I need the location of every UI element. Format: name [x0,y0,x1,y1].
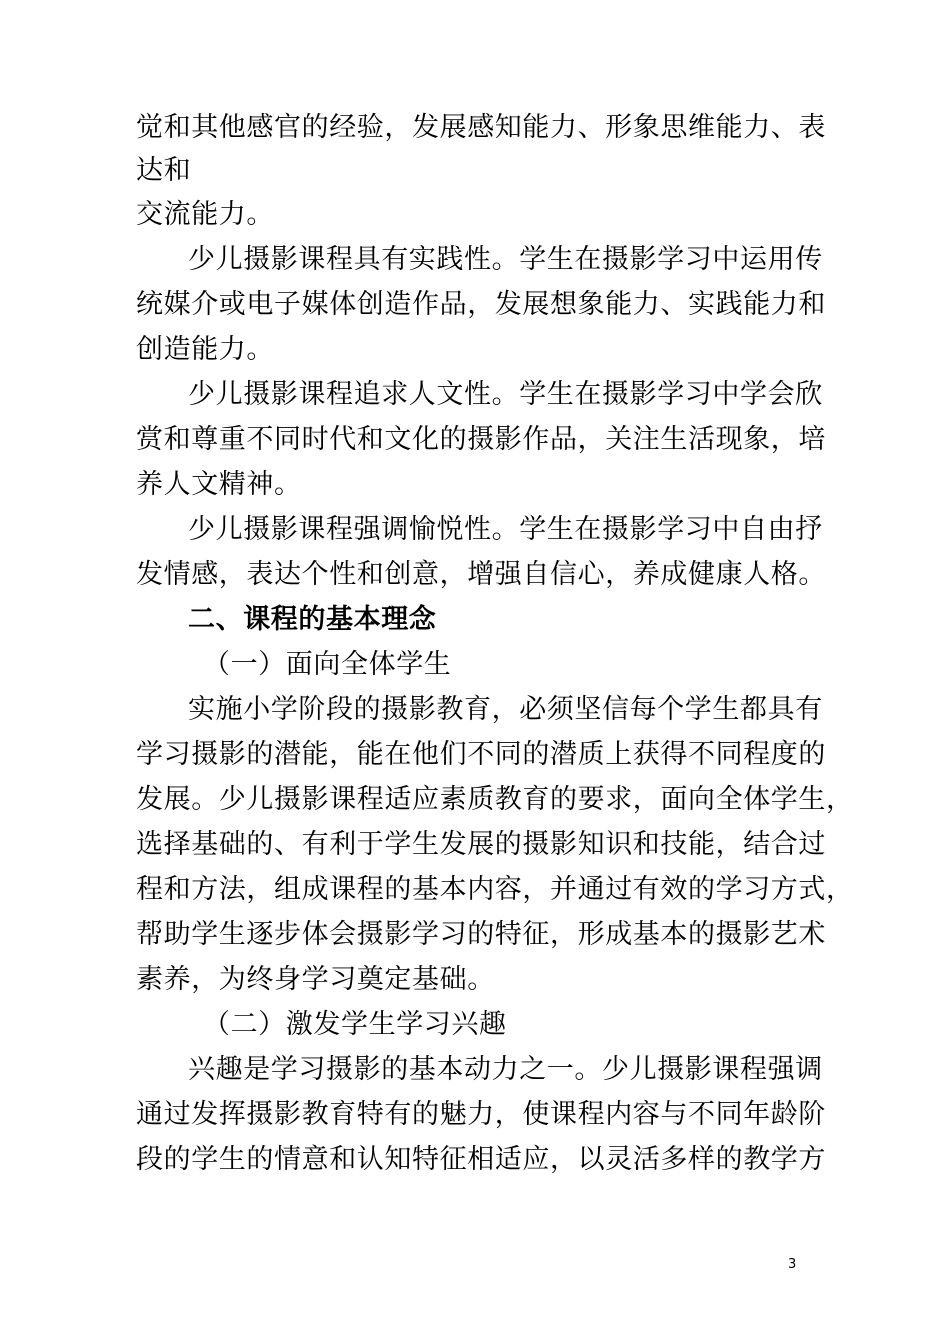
subsection-heading: （二）激发学生学习兴趣 [203,1009,507,1040]
text-line: 达和 [136,155,192,186]
paragraph-first-line: 少儿摄影课程具有实践性。学生在摄影学习中运用传 [188,244,823,275]
text-line: 学习摄影的潜能，能在他们不同的潜质上获得不同程度的 [136,739,826,770]
text-line: 交流能力。 [136,199,274,230]
page-number: 3 [788,1257,797,1272]
text-line: 发情感，表达个性和创意，增强自信心，养成健康人格。 [136,559,826,590]
text-line: 创造能力。 [136,334,274,365]
section-heading: 二、课程的基本理念 [188,604,437,635]
paragraph-first-line: 少儿摄影课程追求人文性。学生在摄影学习中学会欣 [188,379,823,410]
text-line: 统媒介或电子媒体创造作品，发展想象能力、实践能力和 [136,289,826,320]
text-line: 养人文精神。 [136,469,302,500]
paragraph-first-line: 少儿摄影课程强调愉悦性。学生在摄影学习中自由抒 [188,514,823,545]
text-line: 发展。少儿摄影课程适应素质教育的要求，面向全体学生， [136,784,854,815]
paragraph-first-line: 兴趣是学习摄影的基本动力之一。少儿摄影课程强调 [188,1054,823,1085]
subsection-heading: （一）面向全体学生 [203,649,452,680]
text-line: 程和方法，组成课程的基本内容，并通过有效的学习方式， [136,874,854,905]
text-line: 段的学生的情意和认知特征相适应，以灵活多样的教学方 [136,1144,826,1175]
paragraph-first-line: 实施小学阶段的摄影教育，必须坚信每个学生都具有 [188,694,823,725]
text-line: 素养，为终身学习奠定基础。 [136,964,495,995]
text-line: 帮助学生逐步体会摄影学习的特征，形成基本的摄影艺术 [136,919,826,950]
text-line: 选择基础的、有利于学生发展的摄影知识和技能，结合过 [136,829,826,860]
text-line: 通过发挥摄影教育特有的魅力，使课程内容与不同年龄阶 [136,1099,826,1130]
text-line: 赏和尊重不同时代和文化的摄影作品，关注生活现象，培 [136,424,826,455]
text-line: 觉和其他感官的经验，发展感知能力、形象思维能力、表 [136,112,826,143]
